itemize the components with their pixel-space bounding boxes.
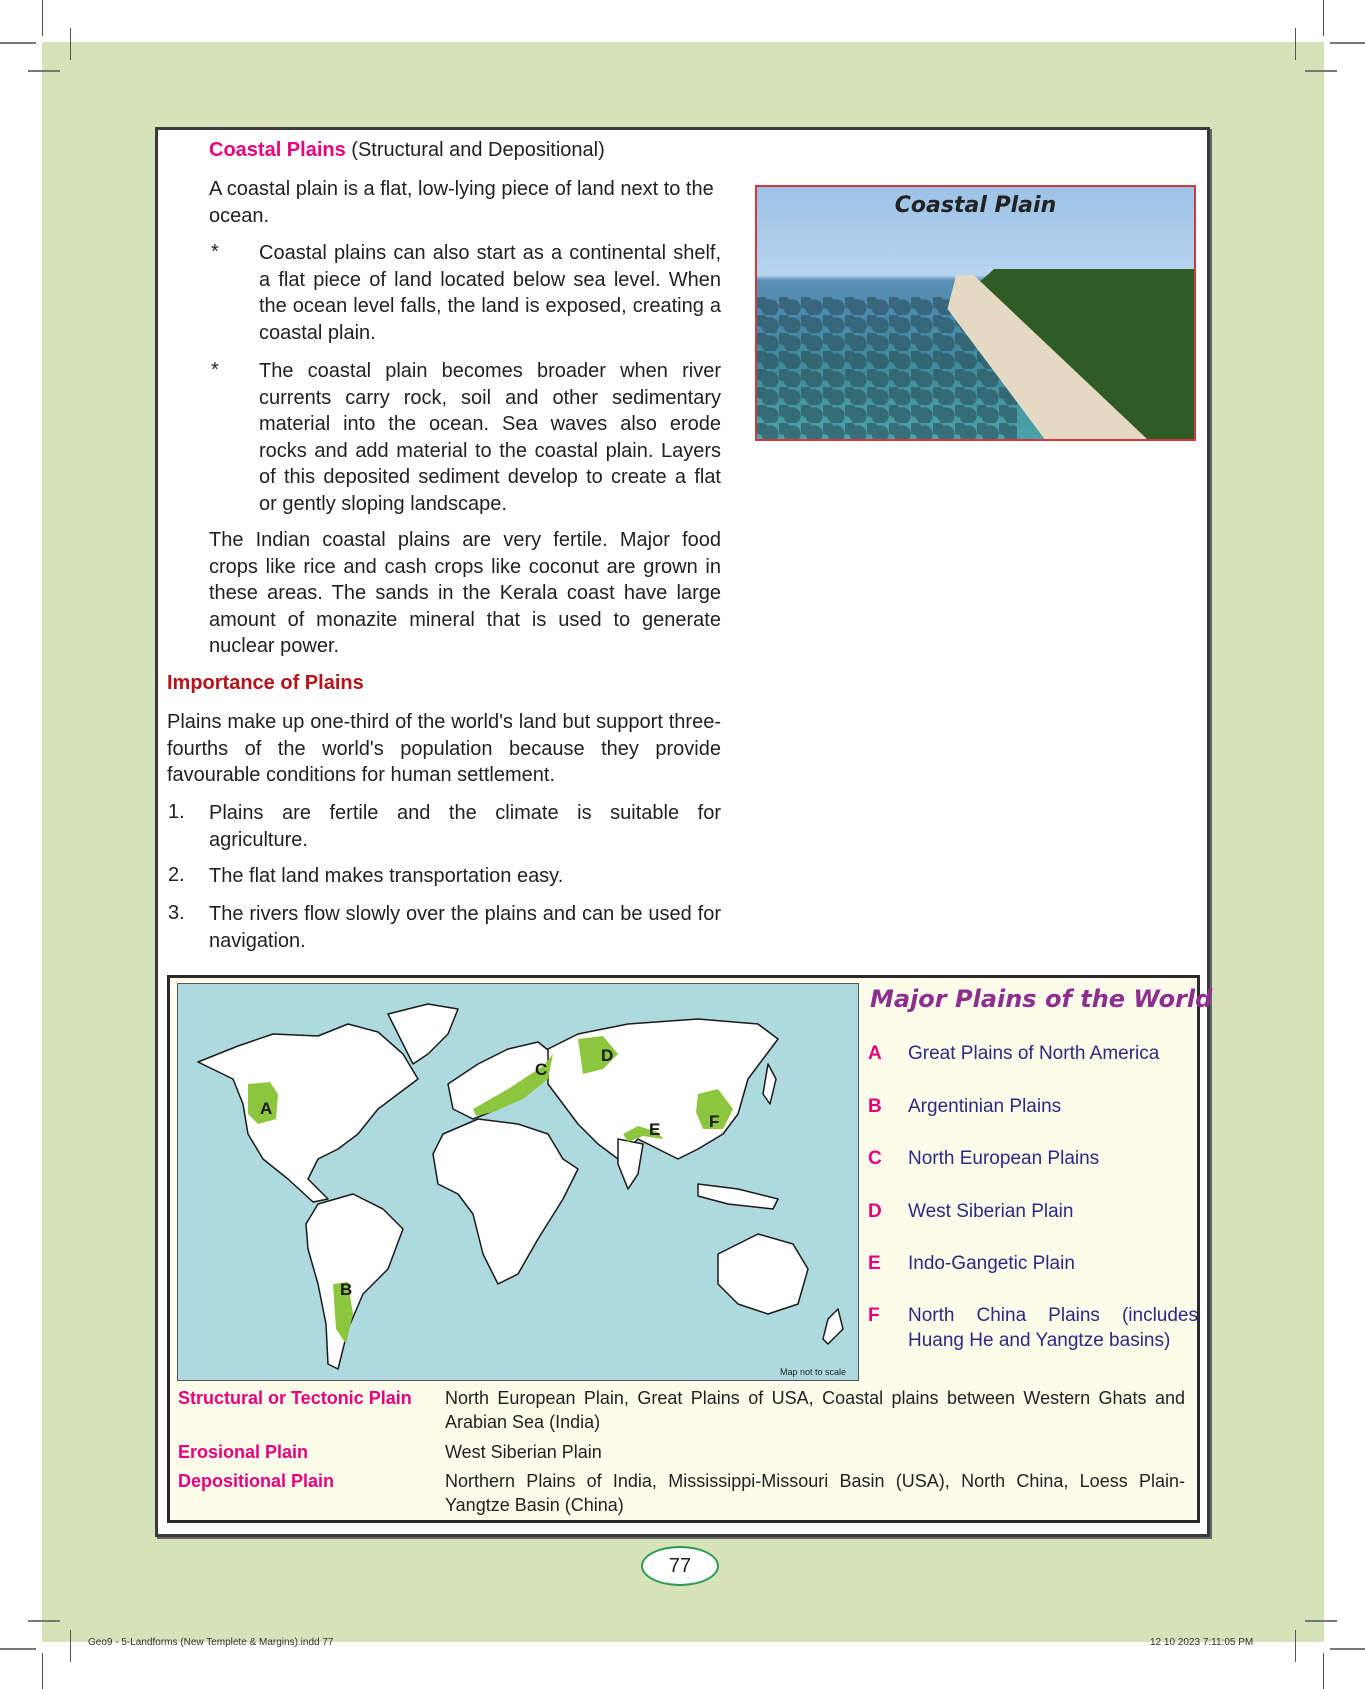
coastal-plains-heading — [209, 139, 605, 162]
legend-name: North European Plains — [908, 1148, 1100, 1169]
importance-point-1: Plains are fertile and the climate is suitable for agriculture. — [209, 802, 721, 851]
plain-type: Erosional Plain — [178, 1442, 309, 1462]
coastal-plain-photo — [755, 185, 1196, 441]
plain-examples: Northern Plains of India, Mississippi-Missouri Basin (USA), North China, Loess Plain-Yangtze Basin (China) — [445, 1471, 1185, 1515]
crop-mark — [0, 1648, 36, 1650]
page-number: 77 — [641, 1546, 719, 1586]
legend-letter: B — [868, 1096, 882, 1117]
plain-examples: North European Plain, Great Plains of USA, Coastal plains between Western Ghats and Arabian Sea (India) — [445, 1388, 1185, 1432]
point-number: 3. — [168, 902, 185, 924]
crop-mark — [42, 0, 43, 36]
region-label-b: B — [340, 1280, 353, 1299]
crop-mark — [1323, 1653, 1324, 1689]
importance-point-3: The rivers flow slowly over the plains and can be used for navigation. — [209, 903, 721, 952]
slug-filename: Geo9 - 5-Landforms (New Templete & Margins).indd 77 — [88, 1637, 334, 1648]
legend-letter: E — [868, 1253, 881, 1274]
coastal-bullet-1: Coastal plains can also start as a continental shelf, a flat piece of land located below sea level. When the ocean level falls, the land is exposed, creating a coastal plain. — [259, 242, 721, 344]
importance-heading: Importance of Plains — [167, 672, 364, 694]
map-legend-title: Major Plains of the World — [870, 985, 1213, 1013]
slug-timestamp: 12 10 2023 7:11:05 PM — [1150, 1637, 1254, 1648]
crop-mark — [70, 1630, 71, 1662]
legend-letter: C — [868, 1148, 882, 1169]
crop-mark — [1330, 42, 1365, 44]
importance-point-2: The flat land makes transportation easy. — [209, 865, 564, 887]
bullet-marker: * — [211, 241, 219, 263]
crop-mark — [1295, 28, 1296, 60]
legend-name: Great Plains of North America — [908, 1043, 1160, 1064]
legend-letter: D — [868, 1201, 882, 1222]
map-scale-note: Map not to scale — [779, 1367, 846, 1377]
region-label-e: E — [649, 1120, 661, 1139]
world-map — [177, 983, 859, 1381]
world-map-continents — [178, 984, 859, 1381]
crop-mark — [1323, 0, 1324, 36]
crop-mark — [28, 70, 60, 72]
crop-mark — [1330, 1648, 1365, 1650]
coastal-plains-subtitle: (Structural and Depositional) — [351, 139, 605, 161]
photo-caption: Coastal Plain — [894, 193, 1057, 218]
indian-coastal-note: The Indian coastal plains are very fertile. Major food crops like rice and cash crops like coconut are grown in these areas. The sands in the Kerala coast have large amount of monazite mineral that is used to generate nuclear power. — [209, 529, 721, 657]
legend-name: North China Plains (includes Huang He and Yangtze basins) — [908, 1305, 1198, 1351]
plain-type: Structural or Tectonic Plain — [178, 1388, 412, 1408]
region-label-d: D — [601, 1046, 614, 1065]
importance-intro: Plains make up one-third of the world's land but support three-fourths of the world's population because they provide favourable conditions for human settlement. — [167, 711, 721, 786]
crop-mark — [1305, 1620, 1337, 1622]
crop-mark — [1305, 70, 1337, 72]
plain-type: Depositional Plain — [178, 1471, 335, 1491]
legend-letter: F — [868, 1305, 880, 1326]
coastal-plains-intro: A coastal plain is a flat, low-lying piece of land next to the ocean. — [209, 178, 714, 227]
crop-mark — [1295, 1630, 1296, 1662]
point-number: 2. — [168, 864, 185, 886]
plain-examples: West Siberian Plain — [445, 1442, 602, 1462]
crop-mark — [42, 1653, 43, 1689]
coastal-bullet-2: The coastal plain becomes broader when river currents carry rock, soil and other sedimentary material into the ocean. Sea waves also erode rocks and add material to the coastal plain. Layers of this deposited sediment develop to create a flat or gently sloping landscape. — [259, 360, 721, 515]
coastal-plains-title: Coastal Plains — [209, 139, 346, 161]
region-label-c: C — [535, 1060, 548, 1079]
bullet-marker: * — [211, 359, 219, 381]
legend-name: Argentinian Plains — [908, 1096, 1062, 1117]
crop-mark — [28, 1620, 60, 1622]
point-number: 1. — [168, 801, 185, 823]
legend-letter: A — [868, 1043, 882, 1064]
crop-mark — [0, 42, 36, 44]
legend-name: Indo-Gangetic Plain — [908, 1253, 1075, 1274]
region-label-f: F — [709, 1112, 720, 1131]
legend-name: West Siberian Plain — [908, 1201, 1074, 1222]
region-label-a: A — [260, 1099, 273, 1118]
crop-mark — [70, 28, 71, 60]
